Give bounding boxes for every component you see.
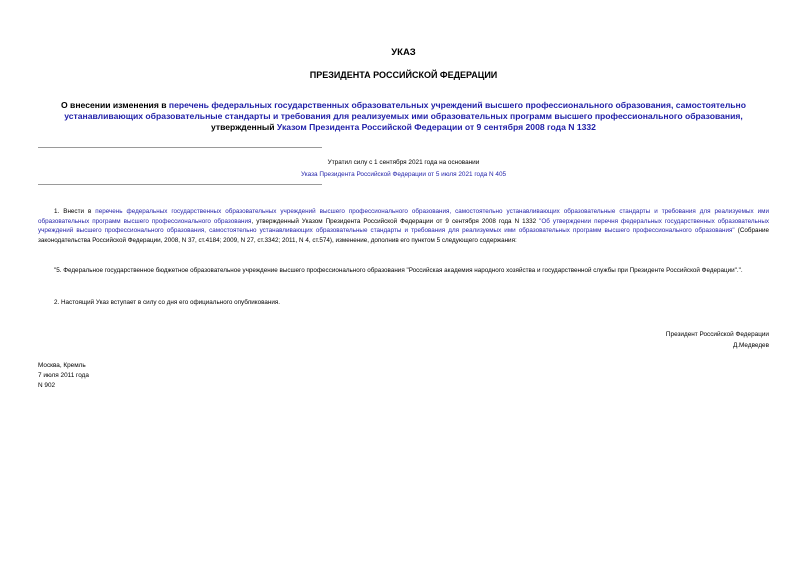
paragraph-2: "5. Федеральное государственное бюджетное образовательное учреждение высшего профессионального образования "Российская академия народного хозяйства и государственной службы при Президенте Российской Федерации".". [54, 267, 743, 274]
title-link-decree[interactable]: Указом Президента Российской Федерации от 9 сентября 2008 года N 1332 [276, 122, 596, 132]
signature-position: Президент Российской Федерации [665, 331, 769, 338]
title-prefix: О внесении изменения в [60, 100, 169, 110]
p1-text-b: , утвержденный Указом Президента Российской Федерации от 9 сентября 2008 года N 1332 [251, 217, 540, 225]
status-note [38, 157, 769, 181]
place-number: N 902 [38, 382, 56, 389]
divider-top [38, 147, 322, 148]
p1-text-a: 1. Внести в [54, 208, 96, 215]
title-link-list[interactable]: перечень федеральных государственных образовательных учреждений высшего профессионального образования, самостоятельно устанавливающих образовательные стандарты и требования для реализуемых ими образовательных программ высшего профессионального образования, [64, 100, 746, 121]
divider-bottom [38, 184, 322, 185]
place-date: 7 июля 2011 года [38, 372, 89, 379]
issuer-heading: ПРЕЗИДЕНТА РОССИЙСКОЙ ФЕДЕРАЦИИ [309, 70, 498, 80]
signature-name: Д.Медведев [732, 341, 769, 349]
place-date-block [38, 361, 89, 391]
status-note-text: Утратил силу с 1 сентября 2021 года на основании [327, 159, 480, 166]
signature-block [666, 330, 769, 351]
status-note-link[interactable]: Указа Президента Российской Федерации от 5 июля 2021 года N 405 [300, 171, 507, 178]
place-city: Москва, Кремль [38, 362, 86, 369]
p1-link-list[interactable]: перечень федеральных государственных образовательных учреждений высшего профессионального образования, самостоятельно устанавливающих образовательные стандарты и требования для реализуемых ими образовательных программ высшего профессионального образования [38, 208, 770, 225]
document-title [38, 100, 769, 133]
p1-link-decree[interactable]: "Об утверждении перечня федеральных государственных образовательных учреждений высшего профессионального образования, самостоятельно устанавливающих образовательные стандарты и требования для реализуемых ими образовательных программ высшего профессионального образования" [38, 217, 769, 235]
paragraph-3: 2. Настоящий Указ вступает в силу со дня его официального опубликования. [54, 299, 281, 306]
p1-text-c: (Собрание законодательства Российской Федерации, 2008, N 37, ст.4184; 2009, N 27, ст.3342; 2011, N 4, ст.574), изменение, дополнив его пунктом 5 следующего содержания: [38, 227, 769, 244]
title-mid: утвержденный [211, 122, 277, 132]
paragraph-1 [38, 207, 769, 245]
doc-type-heading: УКАЗ [391, 47, 416, 58]
